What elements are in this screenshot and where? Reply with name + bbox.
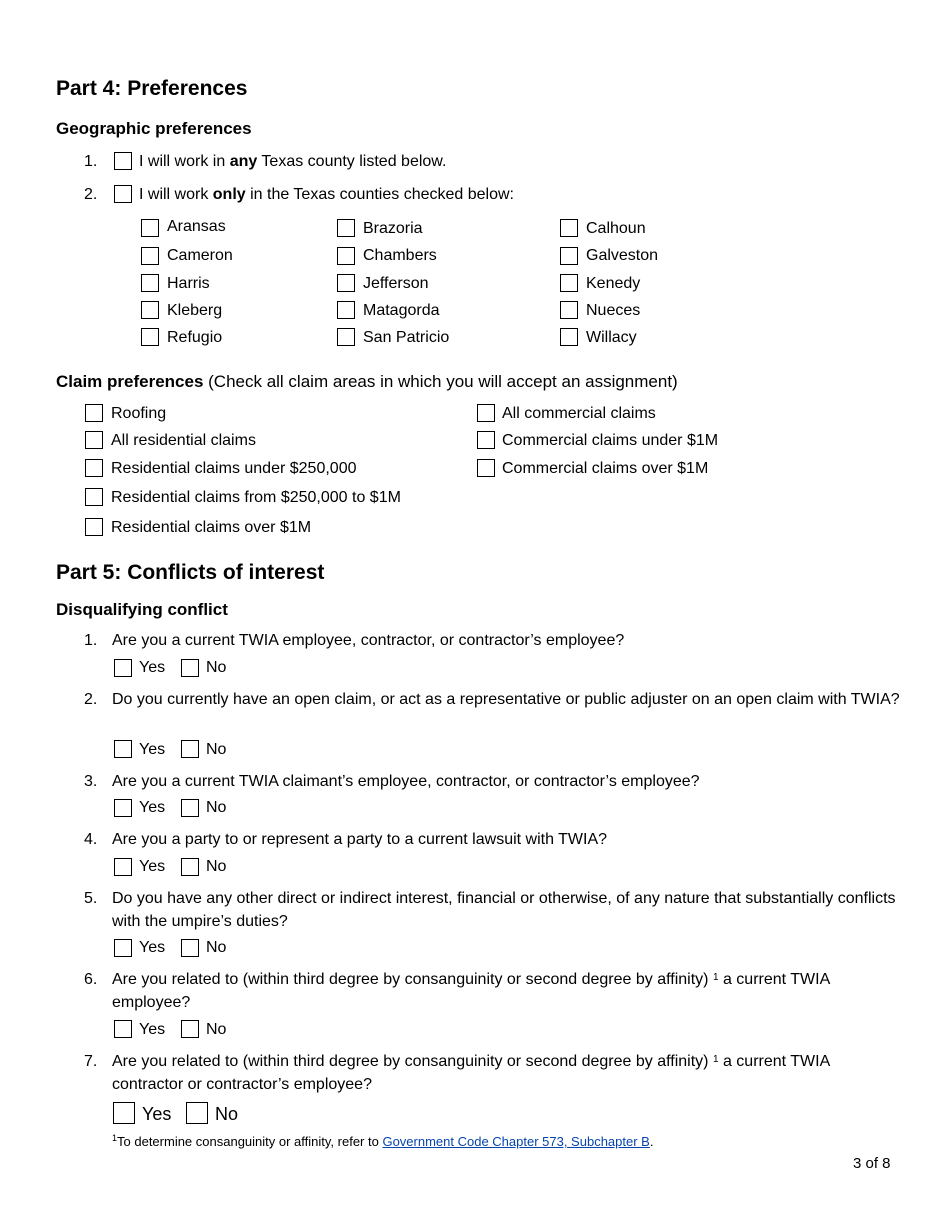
claim-checkbox[interactable] [85,518,103,536]
claim-label: All residential claims [111,432,256,449]
q5-no-checkbox[interactable] [181,939,199,957]
county-label: San Patricio [363,329,450,346]
claim-checkbox[interactable] [477,431,495,449]
claim-checkbox[interactable] [85,404,103,422]
question-number: 1. [84,632,98,649]
county-label: Brazoria [363,220,423,237]
disqualifying-conflict-heading: Disqualifying conflict [56,600,228,619]
yes-label: Yes [139,1021,166,1038]
county-label: Aransas [167,218,226,235]
yes-label: Yes [142,1104,172,1124]
q1-yes-checkbox[interactable] [114,659,132,677]
county-checkbox[interactable] [560,328,578,346]
page-number: 3 of 8 [853,1155,891,1172]
q7-no-checkbox[interactable] [186,1102,208,1124]
q5-yes-checkbox[interactable] [114,939,132,957]
county-label: Matagorda [363,302,440,319]
part5-title: Part 5: Conflicts of interest [56,561,325,584]
claim-label: Commercial claims over $1M [502,460,709,477]
claim-checkbox[interactable] [85,431,103,449]
question-number: 3. [84,773,98,790]
claim-checkbox[interactable] [85,488,103,506]
question-text: Are you a current TWIA claimant’s employee, contractor, or contractor’s employee? [112,773,700,790]
geo-option-label: I will work in any Texas county listed below. [139,153,447,170]
q4-no-checkbox[interactable] [181,858,199,876]
part4-title: Part 4: Preferences [56,77,248,100]
yes-label: Yes [139,741,166,758]
geo-option-number: 1. [84,153,98,170]
question-number: 6. [84,971,98,988]
yes-label: Yes [139,939,166,956]
q3-yes-checkbox[interactable] [114,799,132,817]
no-label: No [206,939,227,956]
geographic-preferences-heading: Geographic preferences [56,119,252,138]
question-text: Are you a current TWIA employee, contractor, or contractor’s employee? [112,632,625,649]
no-label: No [206,858,227,875]
q6-yes-checkbox[interactable] [114,1020,132,1038]
q4-yes-checkbox[interactable] [114,858,132,876]
question-number: 4. [84,831,98,848]
no-label: No [206,741,227,758]
no-label: No [206,799,227,816]
q1-no-checkbox[interactable] [181,659,199,677]
geo-option-label: I will work only in the Texas counties checked below: [139,186,514,203]
county-label: Refugio [167,329,223,346]
county-checkbox[interactable] [141,328,159,346]
county-checkbox[interactable] [337,301,355,319]
claim-checkbox[interactable] [477,404,495,422]
county-checkbox[interactable] [560,247,578,265]
county-checkbox[interactable] [560,301,578,319]
question-number: 5. [84,890,98,907]
county-label: Cameron [167,247,233,264]
question-text: Are you related to (within third degree by consanguinity or second degree by affinity) $^1$ a current TWIA employee? [112,971,830,1011]
question-text: Do you currently have an open claim, or act as a representative or public adjuster on an open claim with TWIA? [112,691,900,708]
question-number: 2. [84,691,98,708]
q6-no-checkbox[interactable] [181,1020,199,1038]
county-checkbox[interactable] [337,219,355,237]
county-label: Chambers [363,247,437,264]
county-checkbox[interactable] [141,274,159,292]
question-text: Do you have any other direct or indirect interest, financial or otherwise, of any nature that substantially conflicts with the umpire’s duties? [112,890,896,930]
claim-label: Commercial claims under $1M [502,432,719,449]
question-number: 7. [84,1053,98,1070]
county-checkbox[interactable] [560,219,578,237]
county-label: Willacy [586,329,637,346]
question-text: Are you a party to or represent a party to a current lawsuit with TWIA? [112,831,608,848]
county-checkbox[interactable] [337,274,355,292]
claim-preferences-heading: Claim preferences (Check all claim areas in which you will accept an assignment) [56,372,678,391]
county-checkbox[interactable] [337,328,355,346]
county-label: Galveston [586,247,659,264]
county-checkbox[interactable] [560,274,578,292]
government-code-link[interactable]: Government Code Chapter 573, Subchapter B [382,1134,650,1149]
claim-label: Residential claims under $250,000 [111,460,357,477]
claim-label: Residential claims over $1M [111,519,312,536]
county-label: Calhoun [586,220,646,237]
county-checkbox[interactable] [337,247,355,265]
county-label: Kenedy [586,275,641,292]
yes-label: Yes [139,858,166,875]
county-label: Nueces [586,302,641,319]
claim-label: Roofing [111,405,167,422]
county-checkbox[interactable] [141,247,159,265]
question-text: Are you related to (within third degree by consanguinity or second degree by affinity) $^1$ a current TWIA contractor or contractor’s employee? [112,1053,830,1093]
claim-label: All commercial claims [502,405,656,422]
q3-no-checkbox[interactable] [181,799,199,817]
claim-checkbox[interactable] [85,459,103,477]
county-label: Harris [167,275,210,292]
no-label: No [206,1021,227,1038]
county-checkbox[interactable] [141,301,159,319]
q2-no-checkbox[interactable] [181,740,199,758]
no-label: No [206,659,227,676]
claim-label: Residential claims from $250,000 to $1M [111,489,401,506]
geo-only-checked-checkbox[interactable] [114,185,132,203]
yes-label: Yes [139,799,166,816]
county-label: Kleberg [167,302,223,319]
geo-any-county-checkbox[interactable] [114,152,132,170]
q2-yes-checkbox[interactable] [114,740,132,758]
county-label: Jefferson [363,275,429,292]
q7-yes-checkbox[interactable] [113,1102,135,1124]
county-checkbox[interactable] [141,219,159,237]
yes-label: Yes [139,659,166,676]
no-label: No [215,1104,239,1124]
claim-checkbox[interactable] [477,459,495,477]
footnote: $^1$To determine consanguinity or affinity, refer to Government Code Chapter 573, Subchapter B. [112,1133,654,1149]
geo-option-number: 2. [84,186,98,203]
